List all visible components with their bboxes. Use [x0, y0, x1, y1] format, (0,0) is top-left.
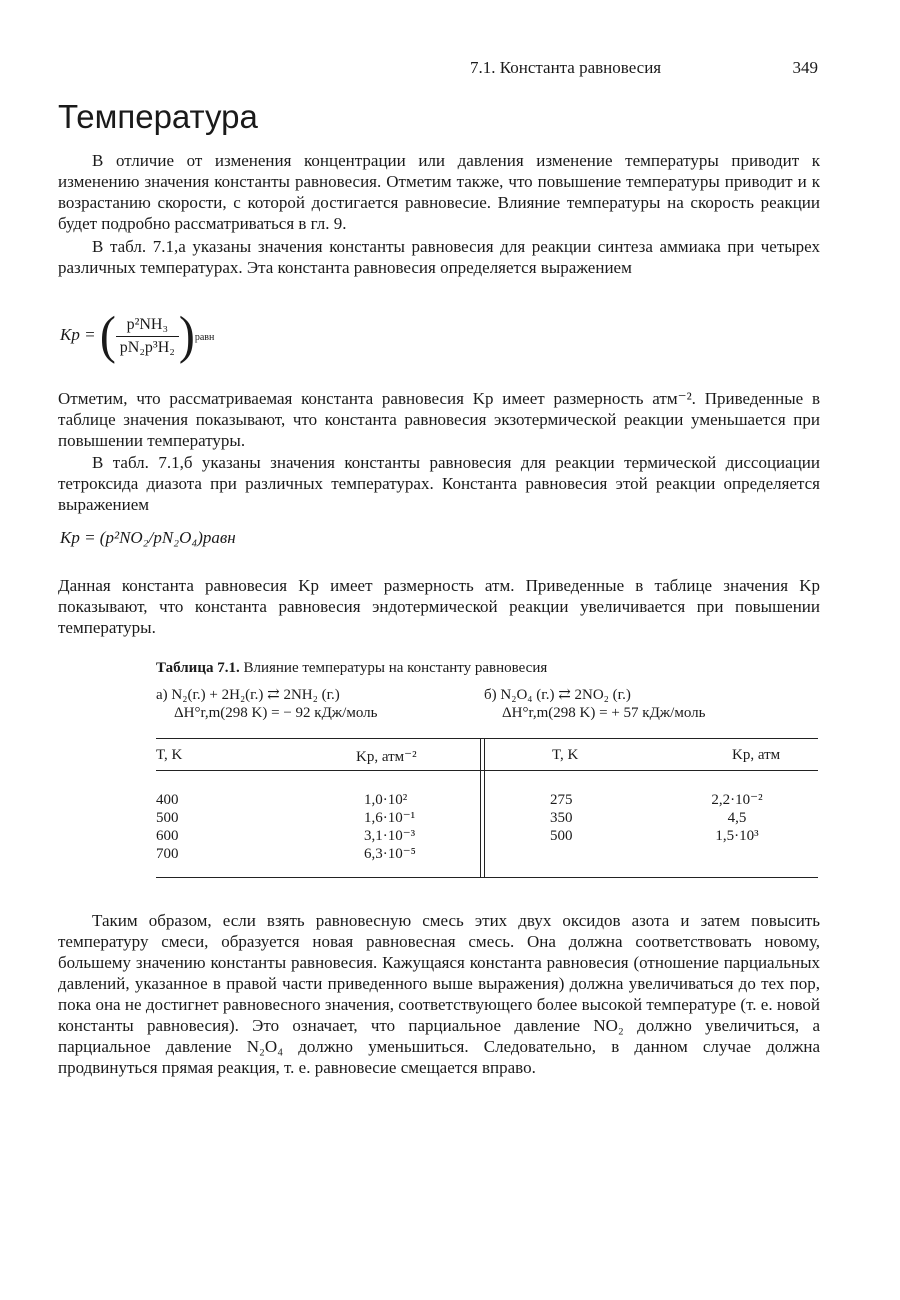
- running-header: [470, 58, 818, 78]
- formula-2: Kp = (p²NO₂/pN₂O₄)равн: [60, 528, 236, 547]
- paragraph-1: В отличие от изменения концентрации или давления изменение температуры приводит к изменению значения константы равновесия. Отметим также, что повышение температуры приводит и к возрастанию скорости, с которой достигается равновесие. Влияние температуры на скорость реакции будет подробно рассматриваться в гл. 9.: [58, 151, 820, 233]
- table-cell: 350: [550, 810, 573, 826]
- formula-fraction: [116, 316, 179, 357]
- table-cell: 2,2·10⁻²: [711, 792, 763, 808]
- header-b-kp: Kp, атм: [732, 747, 781, 763]
- formula-lhs: Kp =: [60, 324, 96, 344]
- table-caption-text: Влияние температуры на константу равновесия: [243, 660, 548, 676]
- header-a-kp: Kp, атм⁻²: [356, 749, 417, 765]
- reaction-a-enthalpy: ΔH°r,m(298 K) = − 92 кДж/моль: [174, 705, 378, 721]
- reaction-b: [484, 686, 705, 722]
- table-cell: 400: [156, 792, 179, 808]
- table-caption: [156, 660, 547, 677]
- table-cell: 4,5: [727, 810, 747, 826]
- column-b-temperature: [550, 791, 573, 845]
- formula-subscript: равн: [194, 331, 215, 343]
- table-cell: 500: [550, 828, 573, 844]
- reaction-b-equation: б) N₂O₄ (г.) ⇄ 2NO₂ (г.): [484, 687, 631, 703]
- paragraph-5: Данная константа равновесия Kp имеет размерность атм. Приведенные в таблице значения Kp показывают, что константа равновесия эндотермической реакции увеличивается при повышении температуры.: [58, 576, 820, 637]
- reaction-a: [156, 686, 377, 722]
- page-title: Температура: [58, 98, 258, 135]
- paragraph-4: В табл. 7.1,б указаны значения константы равновесия для реакции термической диссоциации тетроксида диазота при различных температурах. Константа равновесия этой реакции определяется выражением: [58, 453, 820, 514]
- table-cell: 3,1·10⁻³: [364, 828, 416, 844]
- table-cell: 700: [156, 846, 179, 862]
- data-table: [156, 738, 818, 878]
- table-cell: 500: [156, 810, 179, 826]
- column-b-kp: [692, 791, 782, 845]
- table-cell: 1,5·10³: [715, 828, 759, 844]
- formula-denominator: pN₂p³H₂: [119, 338, 175, 356]
- reaction-b-enthalpy: ΔH°r,m(298 K) = + 57 кДж/моль: [502, 705, 706, 721]
- header-b-temperature: T, K: [552, 747, 579, 763]
- formula-kp-n2o4: [60, 528, 236, 548]
- paragraph-3: Отметим, что рассматриваемая константа равновесия Kp имеет размерность атм⁻². Приведенные в таблице значения показывают, что константа равновесия экзотермической реакции уменьшается при повышении температуры.: [58, 389, 820, 450]
- table-cell: 275: [550, 792, 573, 808]
- table-caption-label: Таблица 7.1.: [156, 660, 240, 676]
- header-a-temperature: T, K: [156, 747, 183, 763]
- formula-numerator: p²NH₃: [116, 316, 179, 337]
- column-a-kp: [364, 791, 416, 863]
- table-header-rule: [156, 770, 818, 771]
- page-number: 349: [792, 58, 818, 77]
- paragraph-6: Таким образом, если взять равновесную смесь этих двух оксидов азота и затем повысить температуру смеси, образуется новая равновесная смесь. Она должна соответствовать новому, большему значению константы равновесия. Кажущаяся константа равновесия (отношение парциальных давлений, указанное в правой части приведенного выше выражения) должна увеличиваться до тех пор, пока она не достигнет равновесного значения, соответствующего более высокой температуре (т. е. новой константы равновесия). Это означает, что парциальное давление NO₂ должно увеличиться, а парциальное давление N₂O₄ должно уменьшиться. Следовательно, в данном случае должна продвинуться прямая реакция, т. е. равновесие смещается вправо.: [58, 911, 820, 1077]
- table-divider: [480, 739, 485, 877]
- reaction-a-equation: а) N₂(г.) + 2H₂(г.) ⇄ 2NH₂ (г.): [156, 687, 340, 703]
- table-cell: 1,0·10²: [364, 792, 408, 808]
- table-cell: 6,3·10⁻⁵: [364, 846, 416, 862]
- table-cell: 600: [156, 828, 179, 844]
- formula-kp-ammonia: Kp = ( $\frac{\text{p²NH₃}}{\text{pN₂p³H₂}}$ )равн: [60, 306, 215, 365]
- table-cell: 1,6·10⁻¹: [364, 810, 416, 826]
- paragraph-2: В табл. 7.1,а указаны значения константы равновесия для реакции синтеза аммиака при четырех различных температурах. Эта константа равновесия определяется выражением: [58, 237, 820, 277]
- section-title: 7.1. Константа равновесия: [470, 58, 662, 77]
- column-a-temperature: [156, 791, 179, 863]
